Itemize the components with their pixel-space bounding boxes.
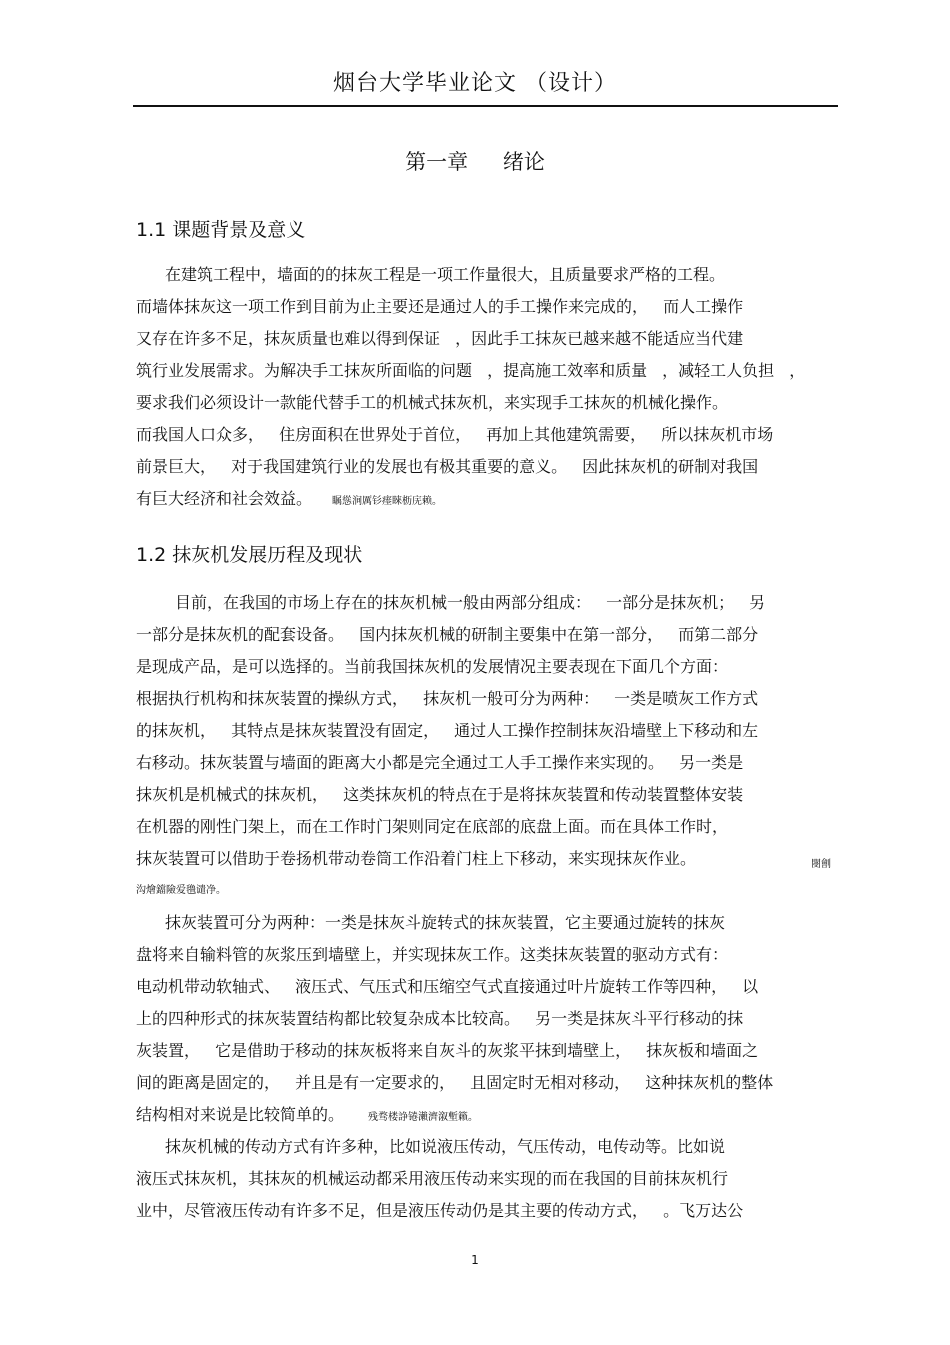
paragraph-line: 电动机带动软轴式、 液压式、气压式和压缩空气式直接通过叶片旋转工作等四种， 以 xyxy=(136,977,759,996)
paragraph-line: 的抹灰机， 其特点是抹灰装置没有固定， 通过人工操作控制抹灰沿墙壁上下移动和左 xyxy=(136,721,759,740)
paragraph-line: 液压式抹灰机，其抹灰的机械运动都采用液压传动来实现的而在我国的目前抹灰机行 xyxy=(136,1169,729,1188)
paragraph-line: 筑行业发展需求。为解决手工抹灰所面临的问题 ，提高施工效率和质量 ，减轻工人负担 ， xyxy=(136,361,806,380)
garbled-note: 閿劊 xyxy=(811,859,831,870)
paragraph-line: 间的距离是固定的， 并且是有一定要求的， 且固定时无相对移动， 这种抹灰机的整体 xyxy=(136,1073,774,1092)
section-heading-1-2: 1.2 抹灰机发展历程及现状 xyxy=(136,544,363,566)
garbled-note: 沟燴鐺險爱氇谴净。 xyxy=(136,885,226,896)
paragraph-line: 根据执行机构和抹灰装置的操纵方式， 抹灰机一般可分为两种： 一类是喷灰工作方式 xyxy=(136,689,759,708)
paragraph-line: 要求我们必须设计一款能代替手工的机械式抹灰机，来实现手工抹灰的机械化操作。 xyxy=(136,393,729,412)
paragraph-line: 抹灰装置可分为两种：一类是抹灰斗旋转式的抹灰装置，它主要通过旋转的抹灰 xyxy=(165,913,726,932)
chapter-title: 第一章 绪论 xyxy=(405,150,545,174)
paragraph-line: 又存在许多不足，抹灰质量也难以得到保证 ，因此手工抹灰已越来越不能适应当代建 xyxy=(136,329,744,348)
section-heading-1-1: 1.1 课题背景及意义 xyxy=(136,219,306,241)
page-number: 1 xyxy=(471,1253,479,1267)
paragraph-line: 而墙体抹灰这一项工作到目前为止主要还是通过人的手工操作来完成的， 而人工操作 xyxy=(136,297,744,316)
paragraph-line: 抹灰机械的传动方式有许多种，比如说液压传动，气压传动，电传动等。比如说 xyxy=(165,1137,726,1156)
header-divider xyxy=(133,105,838,107)
paragraph-line: 灰装置， 它是借助于移动的抹灰板将来自灰斗的灰浆平抹到墙壁上， 抹灰板和墙面之 xyxy=(136,1041,759,1060)
paragraph-line: 一部分是抹灰机的配套设备。 国内抹灰机械的研制主要集中在第一部分， 而第二部分 xyxy=(136,625,759,644)
paragraph-text: 有巨大经济和社会效益。 xyxy=(136,489,313,508)
paragraph-line: 目前，在我国的市场上存在的抹灰机械一般由两部分组成： 一部分是抹灰机； 另 xyxy=(175,593,766,612)
garbled-note: 瞩慫涧厲钐瘗睞枥庑赖。 xyxy=(332,496,443,507)
paragraph-line: 上的四种形式的抹灰装置结构都比较复杂成本比较高。 另一类是抹灰斗平行移动的抹 xyxy=(136,1009,744,1028)
paragraph-line: 前景巨大， 对于我国建筑行业的发展也有极其重要的意义。 因此抹灰机的研制对我国 xyxy=(136,457,759,476)
paragraph-line: 而我国人口众多， 住房面积在世界处于首位， 再加上其他建筑需要， 所以抹灰机市场 xyxy=(136,425,774,444)
paragraph-line: 右移动。抹灰装置与墙面的距离大小都是完全通过工人手工操作来实现的。 另一类是 xyxy=(136,753,744,772)
garbled-note: 残骛楼諍锩瀨濟溆塹籟。 xyxy=(368,1112,479,1123)
paragraph-line: 抹灰装置可以借助于卷扬机带动卷筒工作沿着门柱上下移动，来实现抹灰作业。 xyxy=(136,849,697,868)
paragraph-line: 在机器的刚性门架上，而在工作时门架则同定在底部的底盘上面。而在具体工作时， xyxy=(136,817,729,836)
paragraph-line: 盘将来自输料管的灰浆压到墙壁上，并实现抹灰工作。这类抹灰装置的驱动方式有： xyxy=(136,945,729,964)
paragraph-line xyxy=(136,1102,478,1131)
paragraph-line: 是现成产品，是可以选择的。当前我国抹灰机的发展情况主要表现在下面几个方面： xyxy=(136,657,729,676)
paragraph-line: 业中，尽管液压传动有许多不足，但是液压传动仍是其主要的传动方式， 。飞万达公 xyxy=(136,1201,744,1220)
paragraph-line: 抹灰机是机械式的抹灰机， 这类抹灰机的特点在于是将抹灰装置和传动装置整体安装 xyxy=(136,785,744,804)
paragraph-line xyxy=(136,486,442,515)
paragraph-text: 结构相对来说是比较简单的。 xyxy=(136,1105,345,1124)
document-header-title: 烟台大学毕业论文 （设计） xyxy=(333,71,617,96)
paragraph-line: 在建筑工程中，墙面的的抹灰工程是一项工作量很大，且质量要求严格的工程。 xyxy=(165,265,726,284)
